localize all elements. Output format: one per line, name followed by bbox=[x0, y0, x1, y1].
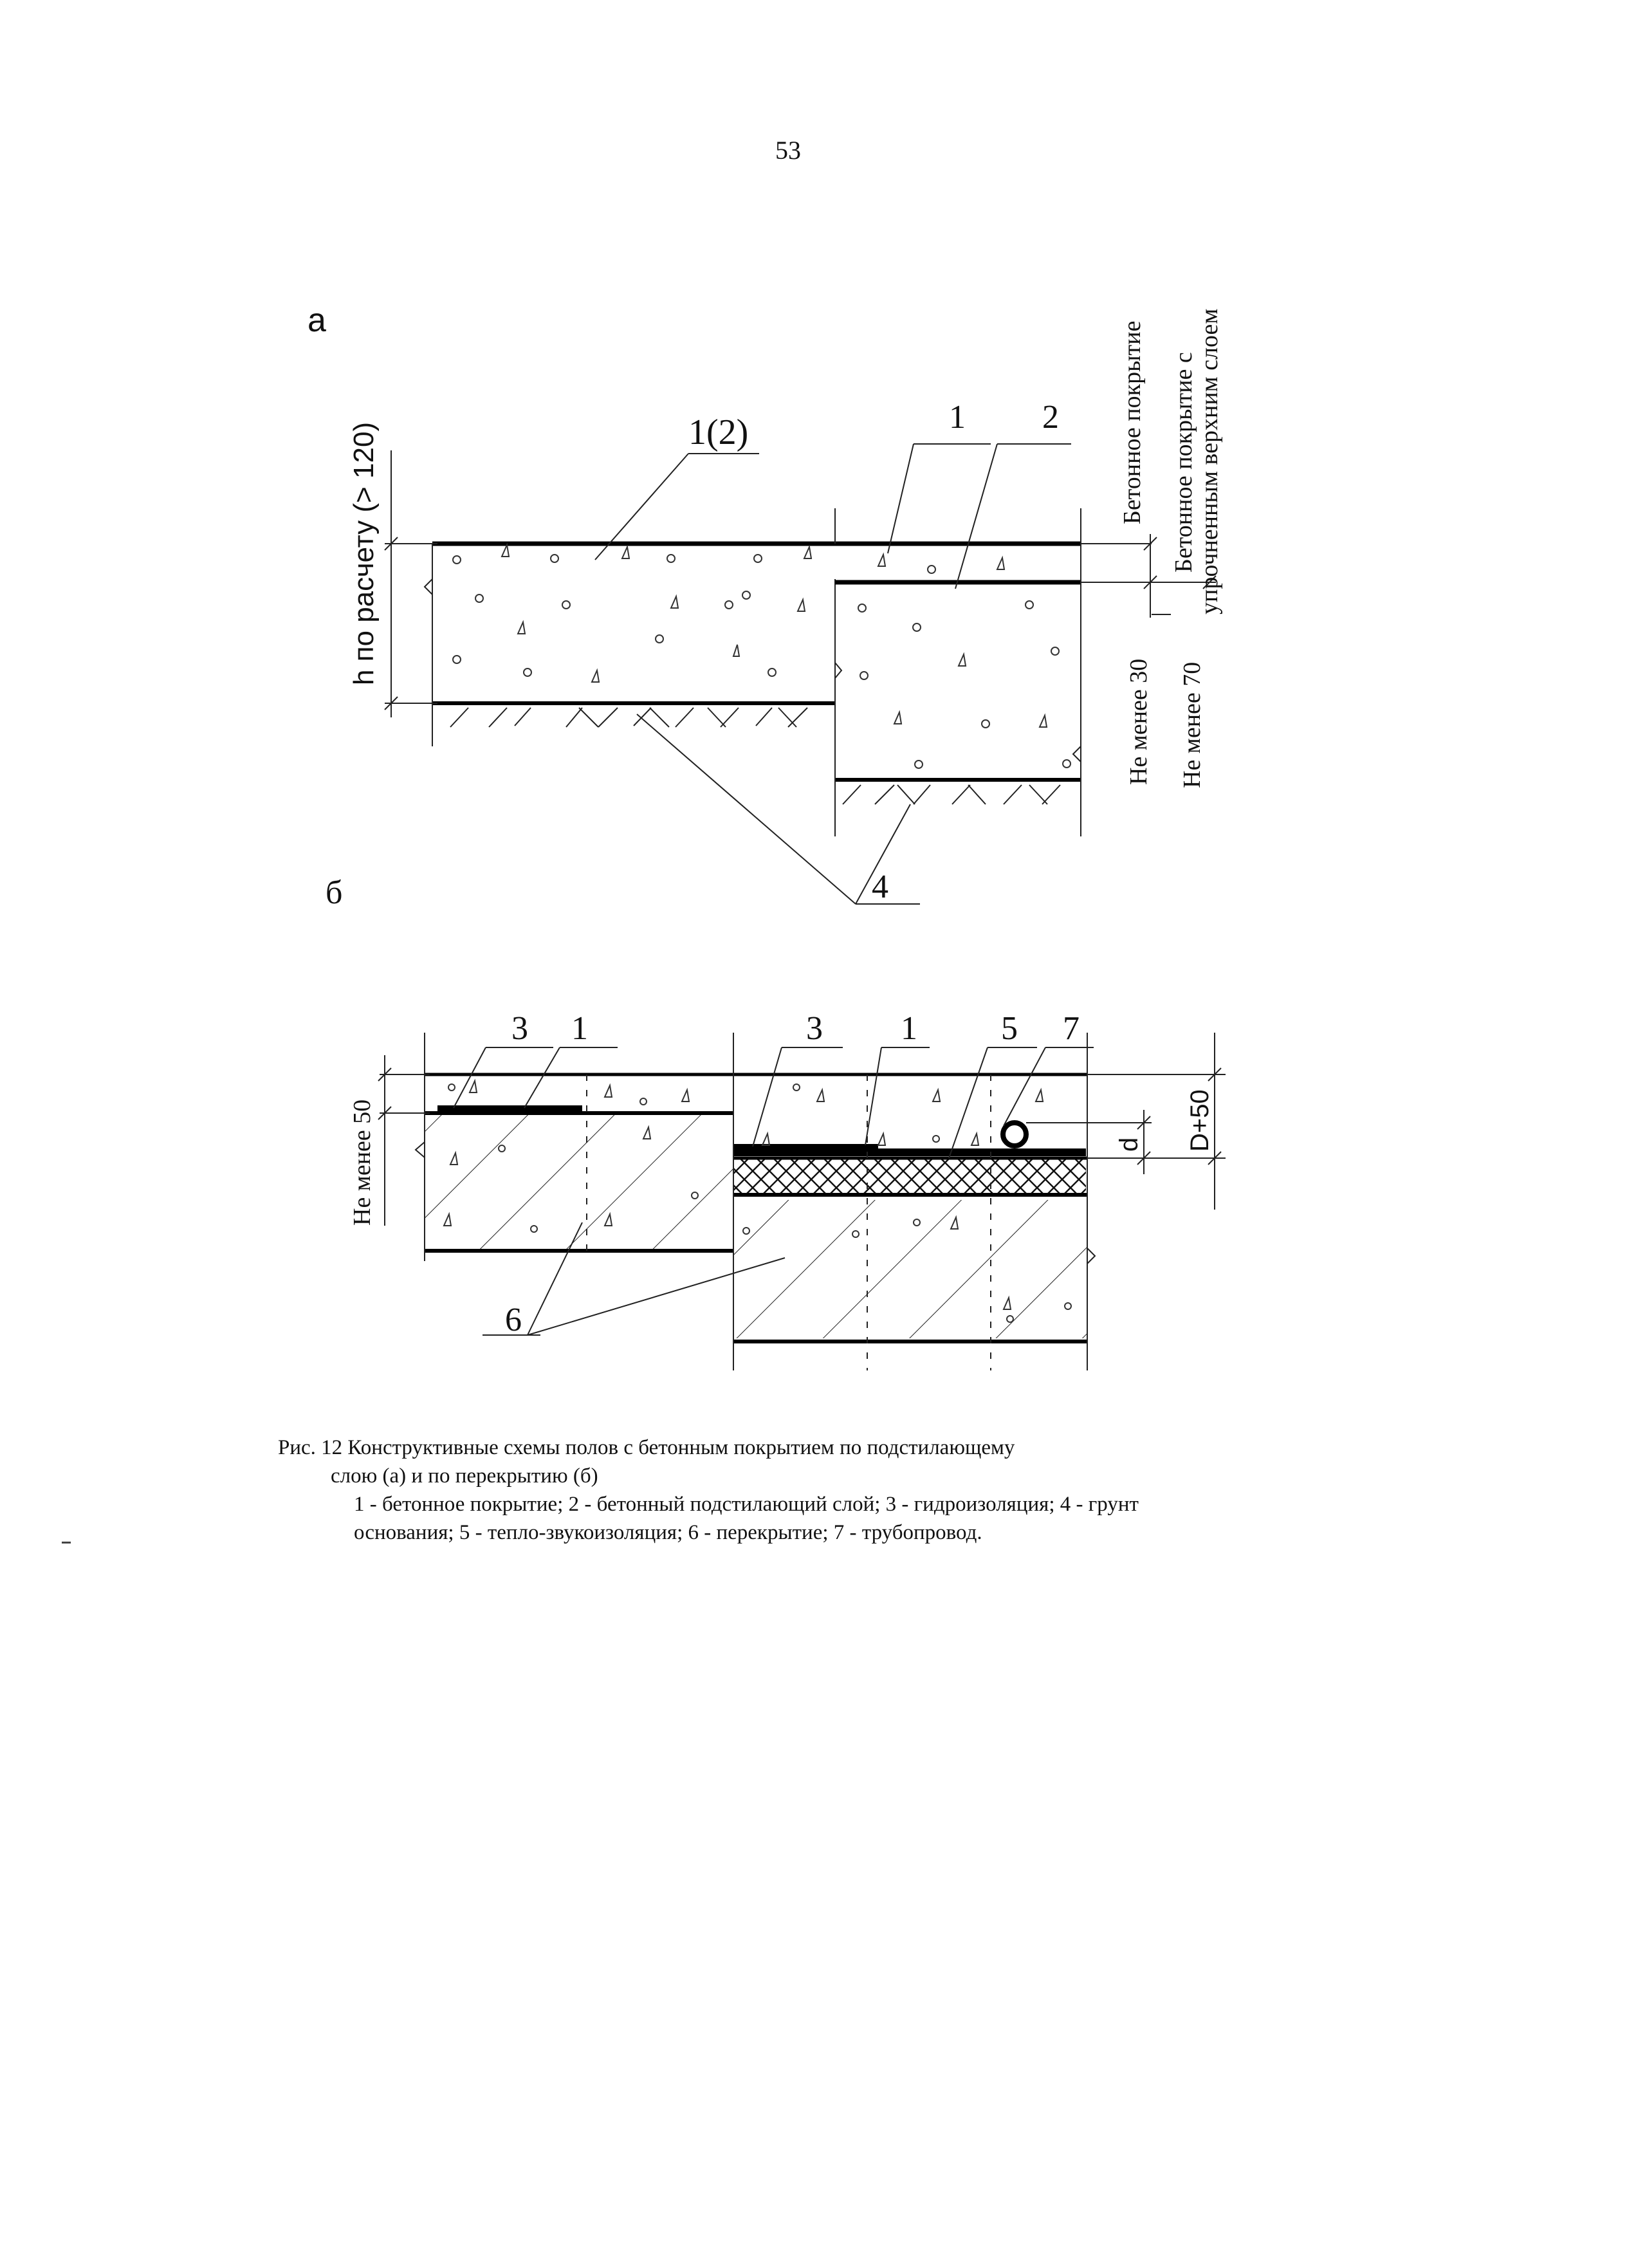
not-less-30-label: Не менее 30 bbox=[1125, 658, 1152, 785]
figure-b-drawing bbox=[349, 1010, 1226, 1370]
figure-caption bbox=[278, 1434, 1224, 1547]
dimension-h-label: h по расчету (> 120) bbox=[348, 421, 380, 685]
figure-a-label: а bbox=[308, 302, 326, 339]
hardened-cover-label-2: упрочненным верхним слоем bbox=[1196, 308, 1223, 614]
callout-1-a: 1 bbox=[949, 399, 966, 436]
page-number: 53 bbox=[775, 136, 801, 165]
callout-7: 7 bbox=[1063, 1010, 1080, 1047]
margin-mark bbox=[62, 1542, 71, 1544]
figure-b-label: б bbox=[326, 874, 343, 911]
not-less-50-label: Не менее 50 bbox=[349, 1099, 376, 1226]
caption-title-line-2: слою (а) и по перекрытию (б) bbox=[331, 1464, 598, 1488]
callout-5: 5 bbox=[1001, 1010, 1018, 1047]
figure-a-drawing bbox=[348, 309, 1223, 905]
callout-3-right: 3 bbox=[806, 1010, 823, 1047]
callout-3-left: 3 bbox=[511, 1010, 528, 1047]
caption-title-line-1: Рис. 12 Конструктивные схемы полов с бетонным покрытием по подстилающему bbox=[278, 1436, 1015, 1459]
callout-6: 6 bbox=[505, 1302, 522, 1338]
callout-2-a: 2 bbox=[1042, 399, 1059, 436]
not-less-70-label: Не менее 70 bbox=[1179, 661, 1206, 788]
callout-1-right: 1 bbox=[901, 1010, 917, 1047]
callout-1-2: 1(2) bbox=[688, 412, 749, 452]
dimension-d-label: d bbox=[1115, 1137, 1143, 1152]
hardened-cover-label-1: Бетонное покрытие с bbox=[1170, 352, 1197, 573]
callout-4: 4 bbox=[872, 869, 888, 905]
dimension-d50-label: D+50 bbox=[1186, 1089, 1214, 1152]
caption-legend: 1 - бетонное покрытие; 2 - бетонный подстилающий слой; 3 - гидроизоляция; 4 - грунт основания; 5 - тепло-звукоизоляция; 6 - перекрытие; 7 - трубопровод. bbox=[354, 1493, 1139, 1544]
concrete-cover-label: Бетонное покрытие bbox=[1119, 320, 1146, 524]
callout-1-left: 1 bbox=[571, 1010, 588, 1047]
